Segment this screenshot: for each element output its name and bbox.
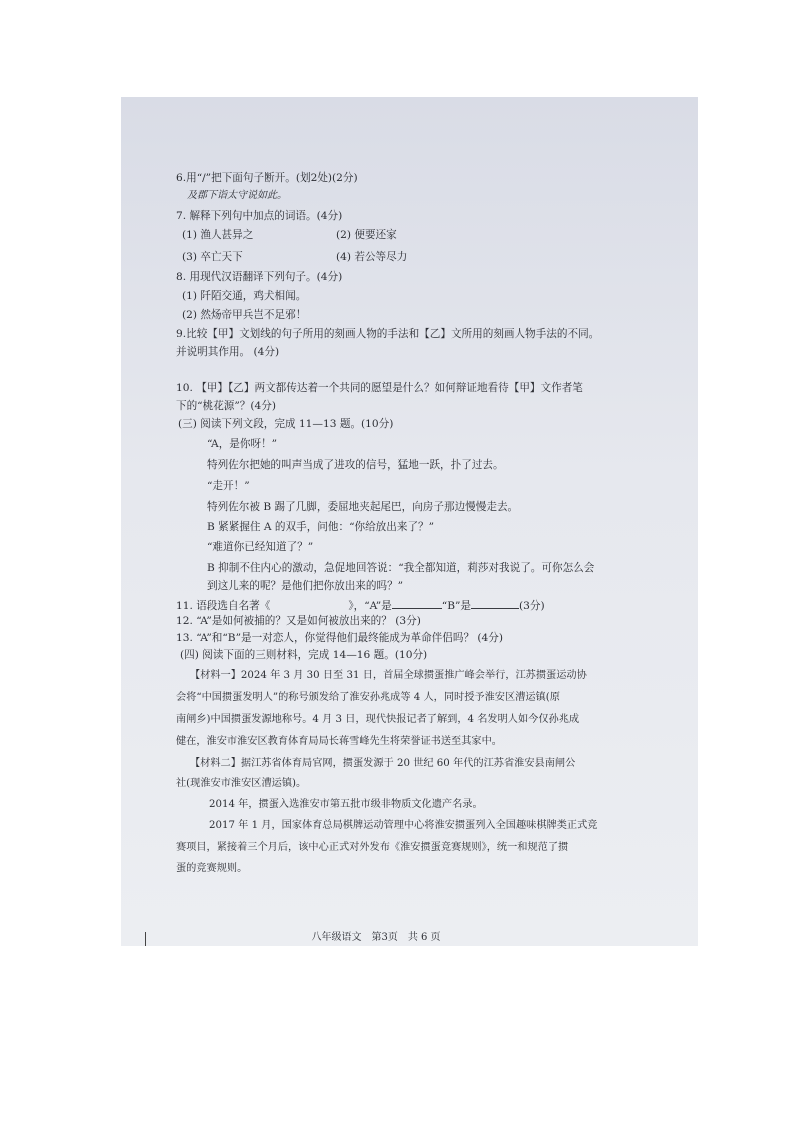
- q11-part-4: (3分): [519, 600, 545, 612]
- passage-line-8: 到这儿来的呢？是他们把你放出来的吗？”: [207, 580, 404, 592]
- material2-line-6: 蛋的竞赛规则。: [176, 863, 248, 874]
- q8-item-2: (2) 然炀帝甲兵岂不足邪！: [182, 309, 307, 321]
- q12: 12. “A”是如何被捕的？又是如何被放出来的？ (3分): [176, 615, 421, 627]
- q10-line-1: 10. 【甲】【乙】两文都传达着一个共同的愿望是什么？如何辩证地看待【甲】文作者笔: [176, 382, 583, 394]
- q8-prompt: 8. 用现代汉语翻译下列句子。(4分): [176, 271, 343, 283]
- passage-line-4: 特列佐尔被 B 踢了几脚，委屈地夹起尾巴，向房子那边慢慢走去。: [207, 501, 519, 513]
- page-footer: 八年级语文 第3页 共 6 页: [311, 932, 441, 943]
- passage-line-2: 特列佐尔把她的叫声当成了进攻的信号，猛地一跃，扑了过去。: [207, 459, 504, 471]
- section4-heading: (四) 阅读下面的三则材料，完成 14—16 题。(10分): [180, 649, 428, 661]
- material1-line-1: 【材料一】2024 年 3 月 30 日至 31 日，首届全球掼蛋推广峰会举行，江苏掼蛋运动协: [190, 670, 587, 681]
- q7-prompt: 7. 解释下列句中加点的词语。(4分): [176, 210, 343, 222]
- q9-line-1: 9.比较【甲】文划线的句子所用的刻画人物的手法和【乙】文所用的刻画人物手法的不同。: [176, 328, 600, 340]
- q10-line-2: 下的“桃花源”？(4分): [176, 400, 276, 412]
- q9-line-2: 并说明其作用。 (4分): [176, 346, 280, 358]
- q11: [176, 598, 545, 612]
- material2-line-5: 赛项目，紧接着三个月后，该中心正式对外发布《淮安掼蛋竞赛规则》，统一和规范了掼: [176, 842, 569, 853]
- q11-part-3: “B”是: [441, 600, 471, 612]
- q11-a-blank: [392, 598, 442, 609]
- section3-heading: (三) 阅读下列文段，完成 11—13 题。(10分): [178, 418, 394, 430]
- margin-mark: [145, 932, 146, 946]
- passage-line-1: “A，是你呀！”: [207, 438, 278, 450]
- q13: 13. “A”和“B”是一对恋人，你觉得他们最终能成为革命伴侣吗？ (4分): [176, 632, 504, 644]
- q7-item-1: (1) 渔人甚异之: [182, 229, 254, 241]
- q7-item-3: (3) 卒亡天下: [182, 251, 243, 263]
- material1-line-3: 南闸乡)中国掼蛋发源地称号。4 月 3 日，现代快报记者了解到，4 名发明人如今仅孙兆成: [176, 714, 580, 725]
- photographed-exam-page: [121, 97, 698, 946]
- q11-part-1: 11. 语段选自名著《: [176, 600, 271, 612]
- material1-line-2: 会将“中国掼蛋发明人”的称号颁发给了淮安孙兆成等 4 人，同时授予淮安区漕运镇(原: [176, 692, 560, 703]
- q11-b-blank: [471, 598, 519, 609]
- q8-item-1: (1) 阡陌交通，鸡犬相闻。: [182, 290, 307, 302]
- q11-part-2: 》，“A”是: [348, 600, 392, 612]
- q7-item-4: (4) 若公等尽力: [336, 251, 408, 263]
- material2-line-4: 2017 年 1 月，国家体育总局棋牌运动管理中心将淮安掼蛋列入全国趣味棋牌类正式竞: [209, 820, 598, 831]
- material2-line-3: 2014 年，掼蛋入选淮安市第五批市级非物质文化遗产名录。: [209, 799, 483, 810]
- passage-line-3: “走开！”: [207, 480, 250, 492]
- q6-sentence: 及郡下诣太守说如此。: [187, 190, 287, 201]
- passage-line-7: B 抑制不住内心的激动，急促地回答说：“我全都知道，莉莎对我说了。可你怎么会: [207, 562, 595, 574]
- q11-book-blank: [270, 599, 348, 609]
- material2-line-1: 【材料二】据江苏省体育局官网，掼蛋发源于 20 世纪 60 年代的江苏省淮安县南闸公: [190, 758, 576, 769]
- material2-line-2: 社(现淮安市淮安区漕运镇)。: [176, 778, 307, 789]
- q7-item-2: (2) 便要还家: [336, 229, 397, 241]
- passage-line-6: “难道你已经知道了？”: [207, 541, 314, 553]
- material1-line-4: 健在，淮安市淮安区教育体育局局长蒋雪峰先生将荣誉证书送至其家中。: [176, 736, 502, 747]
- passage-line-5: B 紧紧握住 A 的双手，问他：“你给放出来了？”: [207, 521, 435, 533]
- q6-prompt: 6.用“/”把下面句子断开。(划2处)(2分): [176, 172, 358, 184]
